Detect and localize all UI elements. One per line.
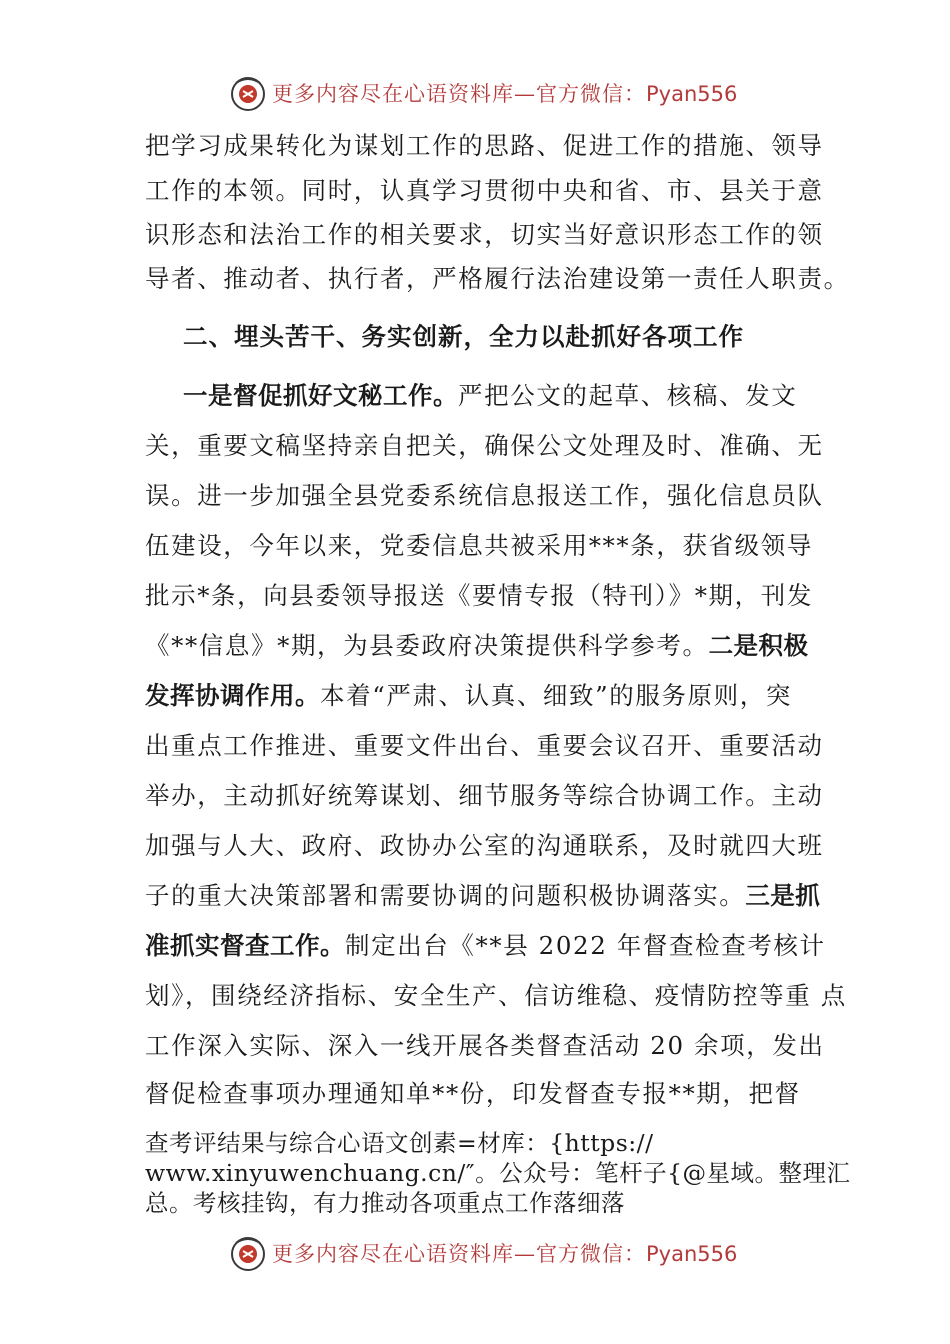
text-line: 伍建设，今年以来，党委信息共被采用***条，获省级领导 [145,531,813,560]
footer-watermark-banner [228,1233,748,1273]
text-line: 识形态和法治工作的相关要求，切实当好意识形态工作的领 [145,220,824,249]
text-run: 本着“严肃、认真、细致”的服务原则，突 [320,681,792,710]
text-line: 批示*条，向县委领导报送《要情专报（特刊）》*期，刊发 [145,581,813,610]
banner-wechat-label: 官方微信： [536,82,646,106]
text-line: 出重点工作推进、重要文件出台、重要会议召开、重要活动 [145,731,824,760]
banner-wechat-label: 官方微信： [536,1242,646,1266]
header-watermark-banner [228,73,748,113]
text-line: 把学习成果转化为谋划工作的思路、促进工作的措施、领导 [145,131,824,160]
section-heading: 二、埋头苦干、务实创新，全力以赴抓好各项工作 [183,322,744,351]
text-line [145,880,825,912]
text-run: 严把公文的起草、核稿、发文 [458,381,798,410]
banner-dash: — [514,82,536,106]
text-run: 子的重大决策部署和需要协调的问题积极协调落实。 [145,881,746,910]
text-line: 关，重要文稿坚持亲自把关，确保公文处理及时、准确、无 [145,431,824,460]
bold-lead: 二是积极 [708,631,809,660]
text-run: 制定出台《**县 2022 年督查检查考核计 [345,931,826,960]
text-line: 误。进一步加强全县党委系统信息报送工作，强化信息员队 [145,481,824,510]
text-line [183,380,863,412]
bold-lead: 准抓实督查工作。 [145,931,345,960]
brand-logo-icon [228,73,268,113]
bold-lead: 三是抓 [745,881,821,910]
text-line: 工作深入实际、深入一线开展各类督查活动 20 余项，发出 [145,1031,825,1060]
banner-text [272,78,737,108]
bold-lead: 一是督促抓好文秘工作。 [183,381,458,410]
brand-logo-icon [228,1233,268,1273]
text-run: 《**信息》*期，为县委政府决策提供科学参考。 [145,631,709,660]
text-line: 加强与人大、政府、政协办公室的沟通联系，及时就四大班 [145,831,824,860]
text-line: www.xinyuwenchuang.cn/″。公众号：笔杆子{@星域。整理汇 [145,1159,851,1187]
text-line: 查考评结果与综合心语文创素=材库：{https:// [145,1129,654,1157]
text-line: 举办，主动抓好统筹谋划、细节服务等综合协调工作。主动 [145,781,824,810]
bold-lead: 发挥协调作用。 [145,681,320,710]
banner-title: 更多内容尽在心语资料库 [272,1242,514,1266]
banner-wechat-id: Pyan556 [646,1242,738,1266]
banner-wechat-id: Pyan556 [646,82,738,106]
text-line: 工作的本领。同时，认真学习贯彻中央和省、市、县关于意 [145,176,824,205]
text-line: 督促检查事项办理通知单**份，印发督查专报**期，把督 [145,1079,801,1108]
banner-dash: — [514,1242,536,1266]
text-line [145,680,825,712]
text-line: 划》，围绕经济指标、安全生产、信访维稳、疫情防控等重 点 [145,981,847,1010]
text-line [145,630,825,662]
banner-text [272,1238,737,1268]
text-line: 总。考核挂钩，有力推动各项重点工作落细落 [145,1189,625,1217]
text-line [145,930,825,962]
banner-title: 更多内容尽在心语资料库 [272,82,514,106]
text-line: 导者、推动者、执行者，严格履行法治建设第一责任人职责。 [145,264,850,293]
